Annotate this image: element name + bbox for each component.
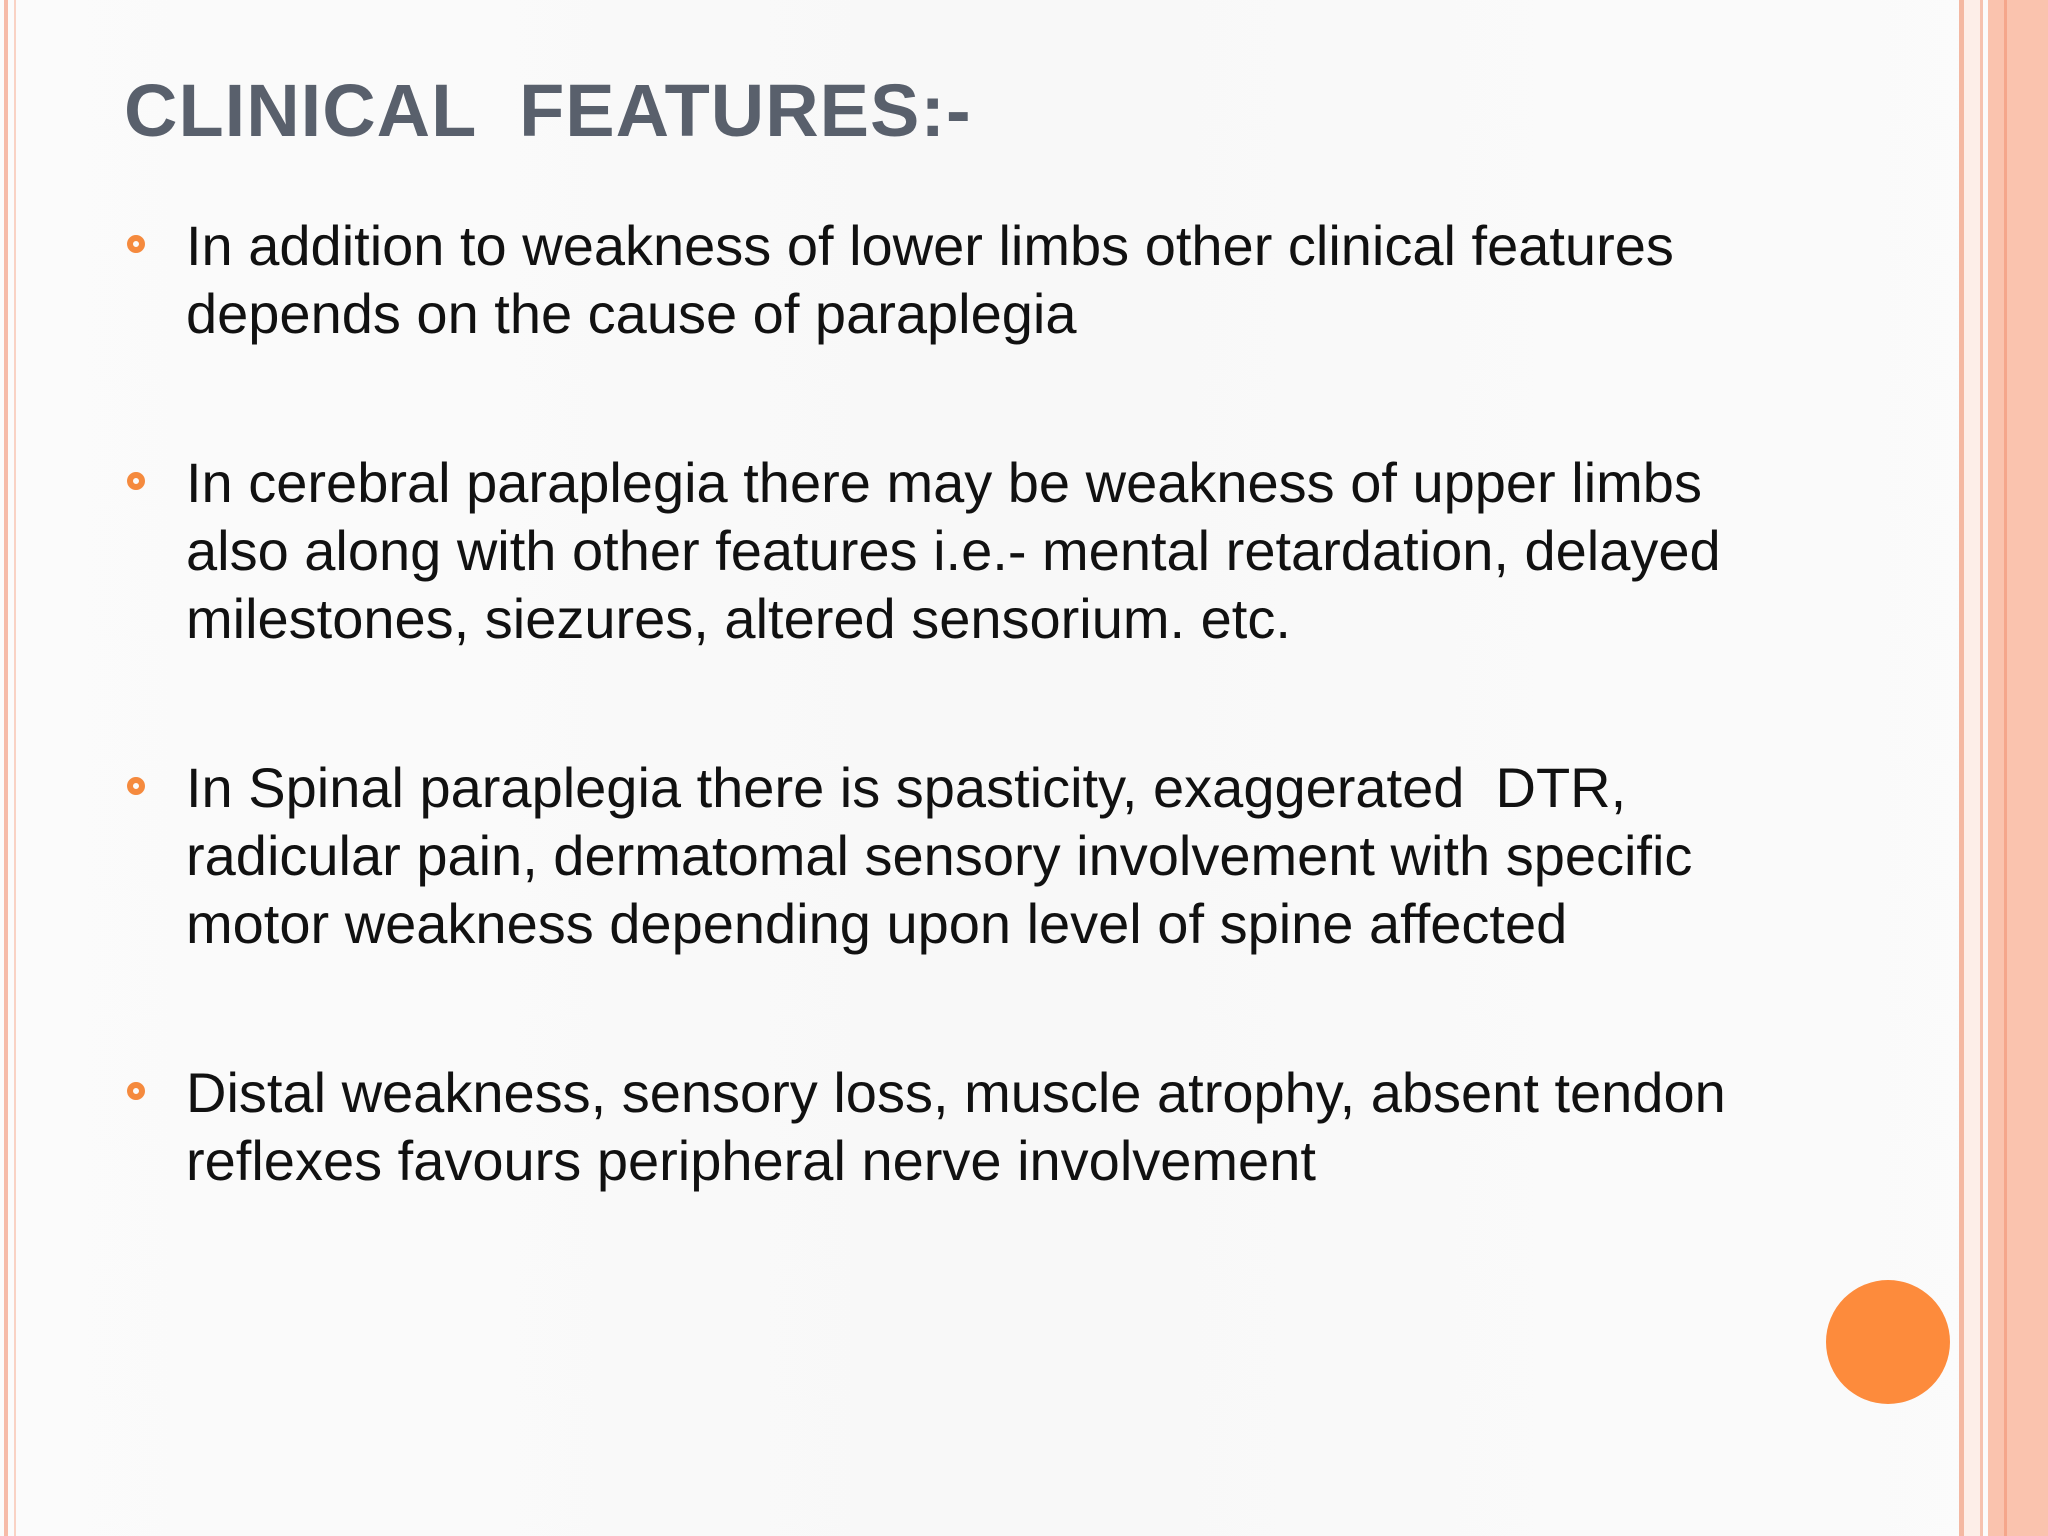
bullet-item [124,1059,1924,1195]
bullet-item [124,754,1924,958]
slide-title: CLINICAL FEATURES:- [124,69,972,152]
bullet-line: motor weakness depending upon level of spine affected [186,892,1568,955]
right-border-band [1988,0,2048,1536]
bullet-list [124,212,1924,1195]
bullet-line: Distal weakness, sensory loss, muscle atrophy, absent tendon [186,1061,1726,1124]
bullet-item [124,449,1924,653]
bullet-item [124,212,1924,348]
bullet-line: depends on the cause of paraplegia [186,282,1077,345]
bullet-line: also along with other features i.e.- mental retardation, delayed [186,519,1721,582]
bullet-line: radicular pain, dermatomal sensory involvement with specific [186,824,1693,887]
right-border-gap [1964,0,1980,1536]
left-border-line [4,0,8,1536]
hollow-circle-bullet-icon [127,235,145,253]
bullet-line: In Spinal paraplegia there is spasticity, exaggerated DTR, [186,756,1627,819]
bullet-line: In addition to weakness of lower limbs other clinical features [186,214,1674,277]
hollow-circle-bullet-icon [127,1082,145,1100]
hollow-circle-bullet-icon [127,777,145,795]
orange-circle-icon [1826,1280,1950,1404]
bullet-line: In cerebral paraplegia there may be weakness of upper limbs [186,451,1702,514]
right-border-band-line [2004,0,2007,1536]
hollow-circle-bullet-icon [127,472,145,490]
right-border-line [1980,0,1983,1536]
left-border-line [14,0,16,1536]
bullet-line: reflexes favours peripheral nerve involvement [186,1129,1316,1192]
bullet-line: milestones, siezures, altered sensorium. etc. [186,587,1291,650]
